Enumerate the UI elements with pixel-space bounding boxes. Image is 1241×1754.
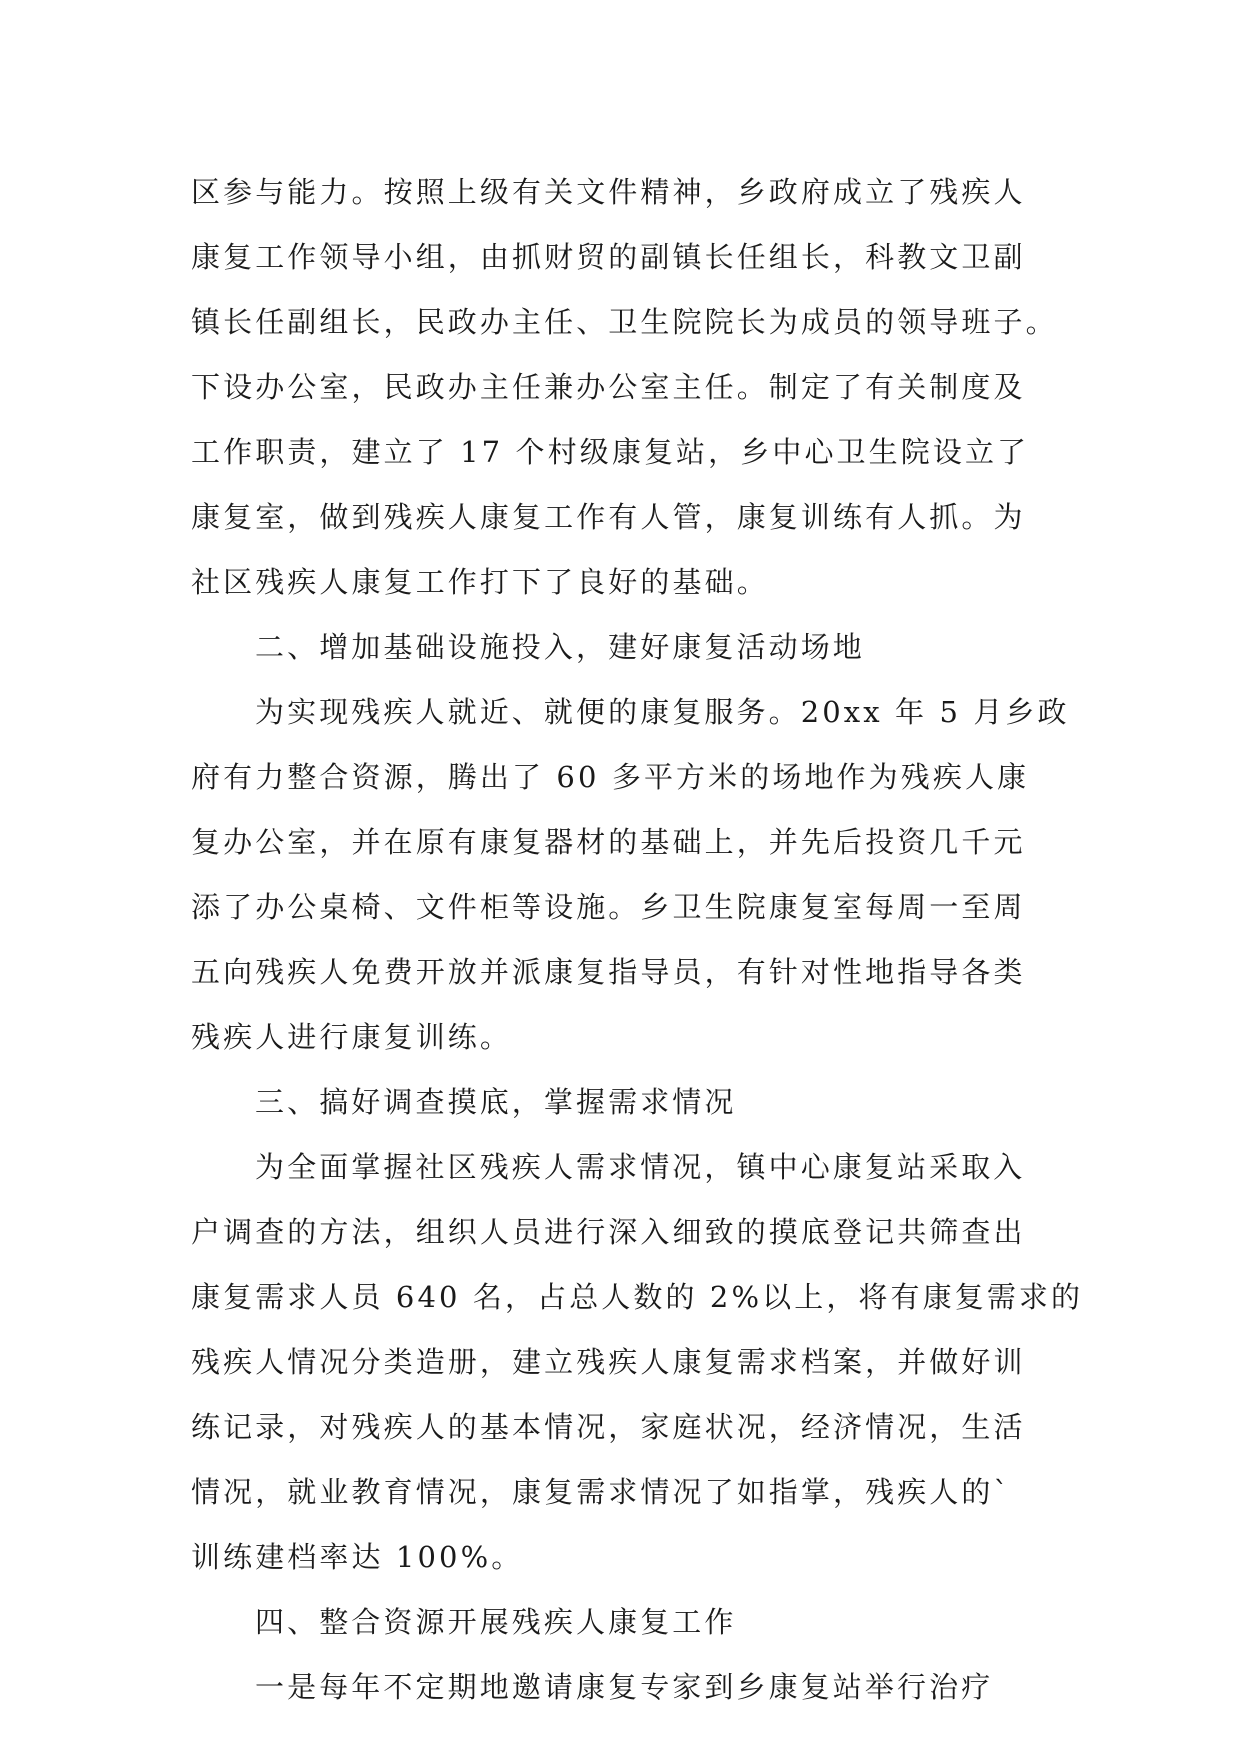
text-line: 残疾人进行康复训练。 (191, 1020, 513, 1054)
text-line: 区参与能力。按照上级有关文件精神，乡政府成立了残疾人 (191, 175, 1026, 209)
text-line: 康复室，做到残疾人康复工作有人管，康复训练有人抓。为 (191, 500, 1026, 534)
section-heading: 二、增加基础设施投入，建好康复活动场地 (255, 630, 865, 664)
text-line: 为实现残疾人就近、就便的康复服务。20xx 年 5 月乡政 (255, 695, 1070, 729)
text-line: 康复工作领导小组，由抓财贸的副镇长任组长，科教文卫副 (191, 240, 1026, 274)
text-line: 下设办公室，民政办主任兼办公室主任。制定了有关制度及 (191, 370, 1026, 404)
text-line: 情况，就业教育情况，康复需求情况了如指掌，残疾人的` (191, 1475, 1012, 1509)
text-line: 工作职责，建立了 17 个村级康复站，乡中心卫生院设立了 (191, 435, 1030, 469)
document-body (191, 160, 1084, 1720)
text-line: 社区残疾人康复工作打下了良好的基础。 (191, 565, 769, 599)
text-line: 康复需求人员 640 名，占总人数的 2%以上，将有康复需求的 (191, 1280, 1084, 1314)
text-line: 镇长任副组长，民政办主任、卫生院院长为成员的领导班子。 (191, 305, 1058, 339)
section-heading: 四、整合资源开展残疾人康复工作 (255, 1605, 737, 1639)
text-line: 添了办公桌椅、文件柜等设施。乡卫生院康复室每周一至周 (191, 890, 1026, 924)
text-line: 户调查的方法，组织人员进行深入细致的摸底登记共筛查出 (191, 1215, 1026, 1249)
section-heading: 三、搞好调查摸底，掌握需求情况 (255, 1085, 737, 1119)
text-line: 训练建档率达 100%。 (191, 1540, 524, 1574)
text-line: 府有力整合资源，腾出了 60 多平方米的场地作为残疾人康 (191, 760, 1030, 794)
text-line: 练记录，对残疾人的基本情况，家庭状况，经济情况，生活 (191, 1410, 1026, 1444)
text-line: 为全面掌握社区残疾人需求情况，镇中心康复站采取入 (255, 1150, 1026, 1184)
text-line: 一是每年不定期地邀请康复专家到乡康复站举行治疗 (255, 1670, 994, 1704)
text-line: 复办公室，并在原有康复器材的基础上，并先后投资几千元 (191, 825, 1026, 859)
text-line: 五向残疾人免费开放并派康复指导员，有针对性地指导各类 (191, 955, 1026, 989)
text-line: 残疾人情况分类造册，建立残疾人康复需求档案，并做好训 (191, 1345, 1026, 1379)
